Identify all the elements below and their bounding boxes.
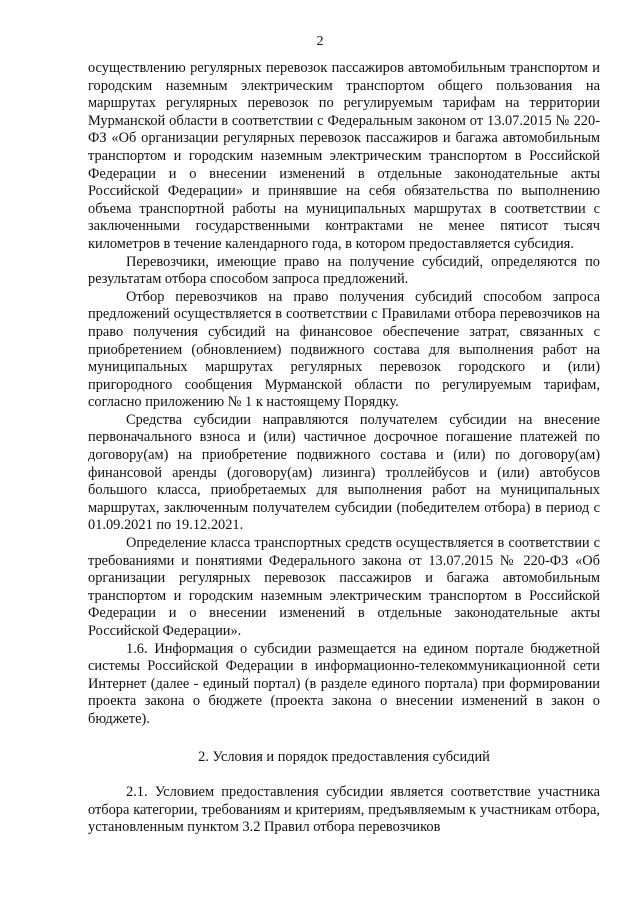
paragraph-selection-rules: Отбор перевозчиков на право получения субсидий способом запроса предложений осуществляется в соответствии с Правилами отбора перевозчиков на право получения субсидий на финансовое обеспечение затрат, связанных с приобретением (обновлением) подвижного состава для выполнения работ на муниципальных маршрутах регулярных перевозок городского и (или) пригородного сообщения Мурманской области по регулируемым тарифам, согласно приложению № 1 к настоящему Порядку.: [88, 288, 600, 411]
page-number: 2: [316, 34, 324, 49]
paragraph-1-6-information: 1.6. Информация о субсидии размещается на едином портале бюджетной системы Российской Федерации в информационно-телекоммуникационной сети Интернет (далее - единый портал) (в разделе единого портала) при формировании проекта закона о бюджете (проекта закона о внесении изменений в закон о бюджете).: [88, 640, 600, 727]
section-heading: 2. Условия и порядок предоставления субсидий: [198, 748, 490, 765]
paragraph-vehicle-class: Определение класса транспортных средств осуществляется в соответствии с требованиями и понятиями Федерального закона от 13.07.2015 № 220-ФЗ «Об организации регулярных перевозок пассажиров и багажа автомобильным транспортом и городским наземным электрическим транспортом в Российской Федерации и о внесении изменений в отдельные законодательные акты Российской Федерации».: [88, 535, 600, 639]
paragraph-carriers-right: Перевозчики, имеющие право на получение субсидий, определяются по результатам отбора способом запроса предложений.: [88, 253, 600, 288]
paragraph-continuation: осуществлению регулярных перевозок пассажиров автомобильным транспортом и городским наземным электрическим транспортом общего пользования на маршрутах регулярных перевозок по регулируемым тарифам на территории Мурманской области в соответствии с Федеральным законом от 13.07.2015 № 220-ФЗ «Об организации регулярных перевозок пассажиров и багажа автомобильным транспортом и городским наземным электрическим транспортом в Российской Федерации и о внесении изменений в отдельные законодательные акты Российской Федерации» и принявшие на себя обязательства по выполнению объема транспортной работы на муниципальных маршрутах в соответствии с заключенными государственными контрактами не менее пятисот тысяч километров в течение календарного года, в котором предоставляется субсидия.: [88, 60, 600, 252]
paragraph-2-1-condition: 2.1. Условием предоставления субсидии является соответствие участника отбора категории, требованиям и критериям, предъявляемым к участникам отбора, установленным пунктом 3.2 Правил отбора перевозчиков: [88, 784, 600, 836]
document-body: [88, 60, 600, 837]
paragraph-subsidy-funds: Средства субсидии направляются получателем субсидии на внесение первоначального взноса и (или) частичное досрочное погашение платежей по договору(ам) на приобретение подвижного состава и (или) по договору(ам) финансовой аренды (договору(ам) лизинга) троллейбусов и (или) автобусов большого класса, приобретаемых для выполнения работ на муниципальных маршрутах, заключенным получателем субсидии (победителем отбора) в период с 01.09.2021 по 19.12.2021.: [88, 411, 600, 534]
